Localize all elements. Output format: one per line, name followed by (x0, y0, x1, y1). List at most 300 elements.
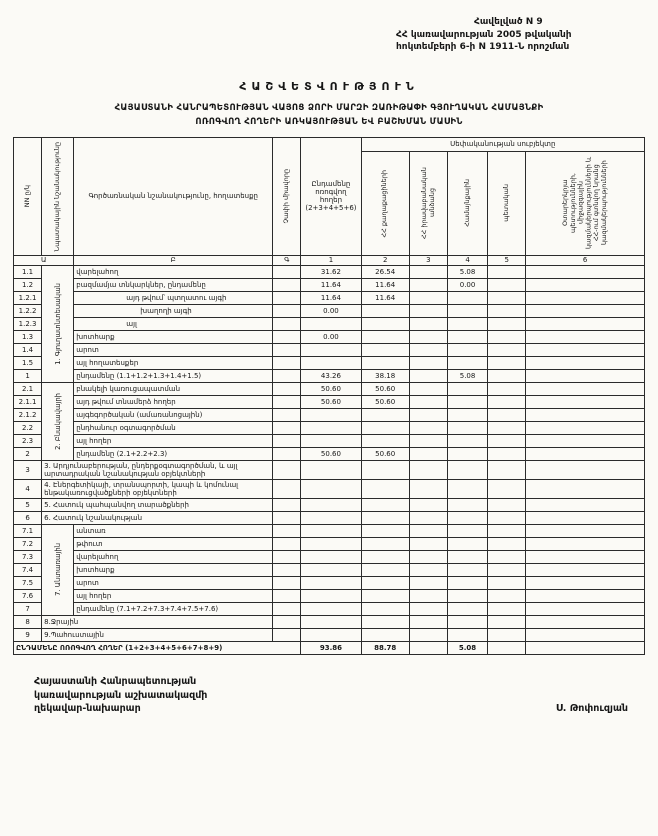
appendix-block (396, 16, 646, 54)
value-cell (361, 563, 409, 576)
header-designation (42, 137, 74, 255)
value-cell (409, 304, 447, 317)
unit-cell (273, 369, 301, 382)
report-table-head (14, 137, 645, 265)
value-cell (409, 628, 447, 641)
value-cell (361, 356, 409, 369)
unit-cell (273, 304, 301, 317)
value-cell (301, 421, 361, 434)
value-cell (409, 615, 447, 628)
value-cell (488, 304, 526, 317)
group-label: 7. Անտառային (53, 543, 62, 597)
header-own-legal (409, 151, 447, 255)
value-cell (361, 434, 409, 447)
unit-cell (273, 356, 301, 369)
value-cell (447, 395, 487, 408)
row-number-cell: 1.2.3 (14, 317, 42, 330)
value-cell (409, 498, 447, 511)
column-letter: 1 (301, 255, 361, 265)
row-number-cell: 7 (14, 602, 42, 615)
row-number-cell: 1.2.2 (14, 304, 42, 317)
row-number-cell: 2.1.1 (14, 395, 42, 408)
group-label-cell (42, 524, 74, 615)
value-cell (447, 628, 487, 641)
final-total-label: ԸՆԴԱՄԵՆԸ ՈՌՈԳՎՈՂ ՀՈՂԵՐ (1+2+3+4+5+6+7+8+9) (14, 641, 301, 654)
letters-row (14, 255, 645, 265)
value-cell (526, 408, 645, 421)
value-cell: 43.26 (301, 369, 361, 382)
value-cell (488, 563, 526, 576)
row-number-cell: 1.2 (14, 278, 42, 291)
row-number-cell: 8 (14, 615, 42, 628)
activity-cell: այլ (74, 317, 273, 330)
unit-cell (273, 382, 301, 395)
activity-cell: այլ հողատեսքեր (74, 356, 273, 369)
activity-cell: վարելահող (74, 265, 273, 278)
table-row (14, 537, 645, 550)
value-cell: 5.08 (447, 369, 487, 382)
document-title: ՀԱՇՎԵՏՎՈՒԹՅՈՒՆ (239, 79, 419, 93)
value-cell (526, 628, 645, 641)
value-cell (488, 524, 526, 537)
value-cell (301, 479, 361, 498)
value-cell (301, 343, 361, 356)
value-cell (301, 356, 361, 369)
document-subtitle-2: ՈՌՈԳՎՈՂ ՀՈՂԵՐԻ ԱՌԿԱՅՈՒԹՅԱՆ ԵՎ ԲԱՇԽՄԱՆ ՄԱՍԻՆ (195, 116, 463, 127)
value-cell (526, 369, 645, 382)
value-cell (488, 369, 526, 382)
row-number-cell: 4 (14, 479, 42, 498)
value-cell (361, 537, 409, 550)
value-cell (447, 382, 487, 395)
footer-org-line-2: կառավարության աշխատակազմի (34, 689, 208, 701)
value-cell (447, 421, 487, 434)
value-cell (301, 576, 361, 589)
value-cell (409, 641, 447, 654)
value-cell: 50.60 (301, 382, 361, 395)
value-cell (409, 265, 447, 278)
value-cell (447, 615, 487, 628)
table-row (14, 615, 645, 628)
table-row (14, 589, 645, 602)
report-table (13, 137, 645, 655)
unit-cell (273, 479, 301, 498)
row-number-cell: 6 (14, 511, 42, 524)
activity-cell: վարելահող (74, 550, 273, 563)
activity-cell: 8.Ջրային (42, 615, 273, 628)
row-number-cell: 1 (14, 369, 42, 382)
unit-cell (273, 395, 301, 408)
unit-cell (273, 615, 301, 628)
value-cell (409, 576, 447, 589)
table-row (14, 576, 645, 589)
table-row (14, 265, 645, 278)
value-cell (526, 511, 645, 524)
footer-organization (34, 675, 207, 716)
activity-cell: այդ թվում տնամերձ հողեր (74, 395, 273, 408)
value-cell: 0.00 (301, 304, 361, 317)
value-cell: 38.18 (361, 369, 409, 382)
value-cell (526, 278, 645, 291)
row-number-cell: 9 (14, 628, 42, 641)
value-cell: 50.60 (301, 447, 361, 460)
value-cell (488, 460, 526, 479)
table-row (14, 511, 645, 524)
activity-cell: ընդամենը (2.1+2.2+2.3) (74, 447, 273, 460)
unit-cell (273, 563, 301, 576)
value-cell: 11.64 (361, 278, 409, 291)
header-ownership (361, 137, 644, 151)
table-row (14, 382, 645, 395)
unit-cell (273, 330, 301, 343)
value-cell (361, 615, 409, 628)
table-row (14, 498, 645, 511)
value-cell (488, 479, 526, 498)
table-row (14, 369, 645, 382)
group-label-cell (42, 382, 74, 460)
table-row (14, 641, 645, 654)
value-cell (447, 460, 487, 479)
value-cell: 88.78 (361, 641, 409, 654)
table-row (14, 421, 645, 434)
column-letter: 2 (361, 255, 409, 265)
table-row (14, 278, 645, 291)
value-cell (409, 330, 447, 343)
activity-cell: 9.Պահուստային (42, 628, 273, 641)
value-cell (301, 589, 361, 602)
value-cell (526, 304, 645, 317)
header-ownership-label: Սեփականության սուբյեկտը (450, 140, 556, 149)
unit-cell (273, 447, 301, 460)
value-cell (488, 356, 526, 369)
value-cell (301, 317, 361, 330)
table-row (14, 356, 645, 369)
value-cell (361, 524, 409, 537)
value-cell (488, 628, 526, 641)
footer-org-line-3: ղեկավար-նախարար (34, 703, 141, 715)
value-cell (409, 602, 447, 615)
value-cell (447, 356, 487, 369)
value-cell (361, 589, 409, 602)
value-cell (447, 317, 487, 330)
column-letter: Բ (74, 255, 273, 265)
value-cell (301, 537, 361, 550)
unit-cell (273, 434, 301, 447)
value-cell (409, 408, 447, 421)
activity-cell: ընդամենը (1.1+1.2+1.3+1.4+1.5) (74, 369, 273, 382)
value-cell: 0.00 (447, 278, 487, 291)
header-designation-label: Նպատակային նշանակությունը (52, 141, 61, 252)
row-number-cell: 7.6 (14, 589, 42, 602)
value-cell (361, 479, 409, 498)
table-row (14, 447, 645, 460)
activity-cell: արոտ (74, 343, 273, 356)
value-cell (409, 589, 447, 602)
value-cell (526, 330, 645, 343)
column-letter: Ա (14, 255, 74, 265)
value-cell (361, 421, 409, 434)
row-number-cell: 7.1 (14, 524, 42, 537)
value-cell (488, 641, 526, 654)
value-cell (301, 602, 361, 615)
column-letter: 5 (488, 255, 526, 265)
value-cell (447, 498, 487, 511)
column-letter: 6 (526, 255, 645, 265)
appendix-line-3: հոկտեմբերի 6-ի N 1911-Ն որոշման (396, 42, 570, 53)
value-cell: 31.62 (301, 265, 361, 278)
table-row (14, 550, 645, 563)
row-number-cell: 7.2 (14, 537, 42, 550)
value-cell (361, 511, 409, 524)
column-letter: Գ (273, 255, 301, 265)
footer-org-line-1: Հայաստանի Հանրապետության (34, 675, 197, 687)
table-row (14, 408, 645, 421)
unit-cell (273, 524, 301, 537)
value-cell (409, 356, 447, 369)
activity-cell: այլ հողեր (74, 434, 273, 447)
row-number-cell: 3 (14, 460, 42, 479)
activity-cell: 5. Հատուկ պահպանվող տարածքների (42, 498, 273, 511)
value-cell (409, 479, 447, 498)
activity-cell: թփուտ (74, 537, 273, 550)
header-own-citizens-label: ՀՀ քաղաքացիների (380, 169, 389, 238)
value-cell (488, 408, 526, 421)
value-cell (361, 317, 409, 330)
header-own-community (447, 151, 487, 255)
unit-cell (273, 343, 301, 356)
value-cell (526, 343, 645, 356)
value-cell (409, 550, 447, 563)
table-row (14, 602, 645, 615)
value-cell (447, 408, 487, 421)
value-cell: 50.60 (361, 447, 409, 460)
value-cell (447, 304, 487, 317)
table-row (14, 317, 645, 330)
value-cell (526, 589, 645, 602)
value-cell (361, 408, 409, 421)
value-cell (361, 343, 409, 356)
appendix-line-2: ՀՀ կառավարության 2005 թվականի (396, 29, 572, 40)
value-cell: 5.08 (447, 641, 487, 654)
value-cell (488, 576, 526, 589)
header-functional (74, 137, 273, 255)
row-number-cell: 7.5 (14, 576, 42, 589)
row-number-cell: 2.3 (14, 434, 42, 447)
value-cell (447, 550, 487, 563)
value-cell (526, 265, 645, 278)
value-cell: 11.64 (301, 291, 361, 304)
table-row (14, 395, 645, 408)
row-number-cell: 1.2.1 (14, 291, 42, 304)
value-cell (361, 550, 409, 563)
column-letter: 4 (447, 255, 487, 265)
value-cell (447, 291, 487, 304)
activity-cell: խոտհարք (74, 563, 273, 576)
row-number-cell: 7.3 (14, 550, 42, 563)
header-own-citizens (361, 151, 409, 255)
value-cell (409, 369, 447, 382)
value-cell (447, 537, 487, 550)
header-own-foreign-label: Օտարերկրյա պետությունների, միջազգային կազմակերպությունների և ՀՀ-ում գտնվող նրանց կազմակերպությունների (560, 157, 608, 250)
value-cell (488, 421, 526, 434)
value-cell (361, 304, 409, 317)
row-number-cell: 1.1 (14, 265, 42, 278)
row-number-cell: 5 (14, 498, 42, 511)
unit-cell (273, 278, 301, 291)
row-number-cell: 2.1.2 (14, 408, 42, 421)
value-cell (409, 563, 447, 576)
activity-cell: անտառ (74, 524, 273, 537)
value-cell (447, 511, 487, 524)
header-total (301, 137, 361, 255)
value-cell (409, 343, 447, 356)
row-number-cell: 1.3 (14, 330, 42, 343)
group-label: 1. Գյուղատնտեսական (53, 282, 62, 365)
value-cell (488, 537, 526, 550)
row-number-cell: 2.1 (14, 382, 42, 395)
value-cell (409, 537, 447, 550)
row-number-cell: 7.4 (14, 563, 42, 576)
value-cell (409, 421, 447, 434)
value-cell (526, 479, 645, 498)
unit-cell (273, 628, 301, 641)
value-cell (409, 447, 447, 460)
unit-cell (273, 537, 301, 550)
value-cell (488, 602, 526, 615)
unit-cell (273, 576, 301, 589)
value-cell (526, 356, 645, 369)
header-own-community-label: Համայնքային (462, 179, 471, 228)
unit-cell (273, 421, 301, 434)
value-cell (361, 330, 409, 343)
value-cell (301, 550, 361, 563)
header-row-number-label: NN ը/կ (22, 185, 31, 208)
activity-cell: ընդհանուր օգտագործման (74, 421, 273, 434)
value-cell (361, 460, 409, 479)
value-cell (447, 524, 487, 537)
unit-cell (273, 498, 301, 511)
unit-cell (273, 291, 301, 304)
table-row (14, 524, 645, 537)
table-row (14, 304, 645, 317)
value-cell (526, 460, 645, 479)
value-cell (526, 524, 645, 537)
value-cell (409, 460, 447, 479)
table-row (14, 460, 645, 479)
value-cell (447, 576, 487, 589)
unit-cell (273, 317, 301, 330)
value-cell (447, 589, 487, 602)
value-cell (409, 434, 447, 447)
value-cell (409, 382, 447, 395)
header-own-foreign (526, 151, 645, 255)
group-label-cell (42, 265, 74, 382)
value-cell (488, 395, 526, 408)
value-cell: 0.00 (301, 330, 361, 343)
value-cell: 50.60 (301, 395, 361, 408)
value-cell (447, 330, 487, 343)
activity-cell: խաղողի այգի (74, 304, 273, 317)
value-cell: 50.60 (361, 395, 409, 408)
activity-cell: բազմամյա տնկարկներ, ընդամենը (74, 278, 273, 291)
value-cell: 5.08 (447, 265, 487, 278)
table-row (14, 563, 645, 576)
header-functional-label: Գործառնական նշանակությունը, հողատեսքը (88, 192, 258, 201)
value-cell (526, 447, 645, 460)
value-cell (488, 498, 526, 511)
value-cell (488, 265, 526, 278)
table-row (14, 343, 645, 356)
header-own-state-label: պետական (501, 184, 510, 223)
value-cell (488, 317, 526, 330)
activity-cell: բնակելի կառուցապատման (74, 382, 273, 395)
unit-cell (273, 408, 301, 421)
table-row (14, 434, 645, 447)
value-cell (447, 343, 487, 356)
value-cell (361, 576, 409, 589)
value-cell (488, 447, 526, 460)
header-own-legal-label: ՀՀ իրավաբանական անձանց (419, 167, 436, 240)
value-cell: 50.60 (361, 382, 409, 395)
value-cell (488, 434, 526, 447)
row-number-cell: 1.5 (14, 356, 42, 369)
value-cell (526, 563, 645, 576)
table-row (14, 479, 645, 498)
value-cell (361, 628, 409, 641)
value-cell (526, 291, 645, 304)
value-cell (526, 434, 645, 447)
row-number-cell: 1.4 (14, 343, 42, 356)
group-label: 2. Բնակավայրի (53, 392, 62, 450)
row-number-cell: 2.2 (14, 421, 42, 434)
value-cell (447, 434, 487, 447)
header-total-label: Ընդամենը ոռոգվող հողեր (2+3+4+5+6) (305, 180, 357, 213)
value-cell (409, 291, 447, 304)
unit-cell (273, 511, 301, 524)
value-cell: 11.64 (301, 278, 361, 291)
report-table-body (14, 265, 645, 654)
value-cell: 93.86 (301, 641, 361, 654)
value-cell (526, 498, 645, 511)
value-cell (488, 278, 526, 291)
value-cell (488, 382, 526, 395)
value-cell (447, 563, 487, 576)
value-cell (526, 382, 645, 395)
activity-cell: այդ թվում՝ պտղատու այգի (74, 291, 273, 304)
value-cell: 26.54 (361, 265, 409, 278)
value-cell (301, 615, 361, 628)
activity-cell: 4. Էներգետիկայի, տրանսպորտի, կապի և կոմունալ ենթակառուցվածքների օբյեկտների (42, 479, 273, 498)
activity-cell: այգեգործական (ամառանոցային) (74, 408, 273, 421)
unit-cell (273, 589, 301, 602)
row-number-cell: 2 (14, 447, 42, 460)
unit-cell (273, 460, 301, 479)
value-cell (488, 511, 526, 524)
unit-cell (273, 602, 301, 615)
value-cell (301, 498, 361, 511)
activity-cell: այլ հողեր (74, 589, 273, 602)
unit-cell (273, 550, 301, 563)
value-cell (301, 524, 361, 537)
header-row-number (14, 137, 42, 255)
value-cell (526, 615, 645, 628)
value-cell: 11.64 (361, 291, 409, 304)
value-cell (301, 434, 361, 447)
footer (12, 675, 646, 716)
value-cell (361, 498, 409, 511)
header-unit-label: Չափի միավորը (281, 169, 290, 224)
value-cell (447, 447, 487, 460)
